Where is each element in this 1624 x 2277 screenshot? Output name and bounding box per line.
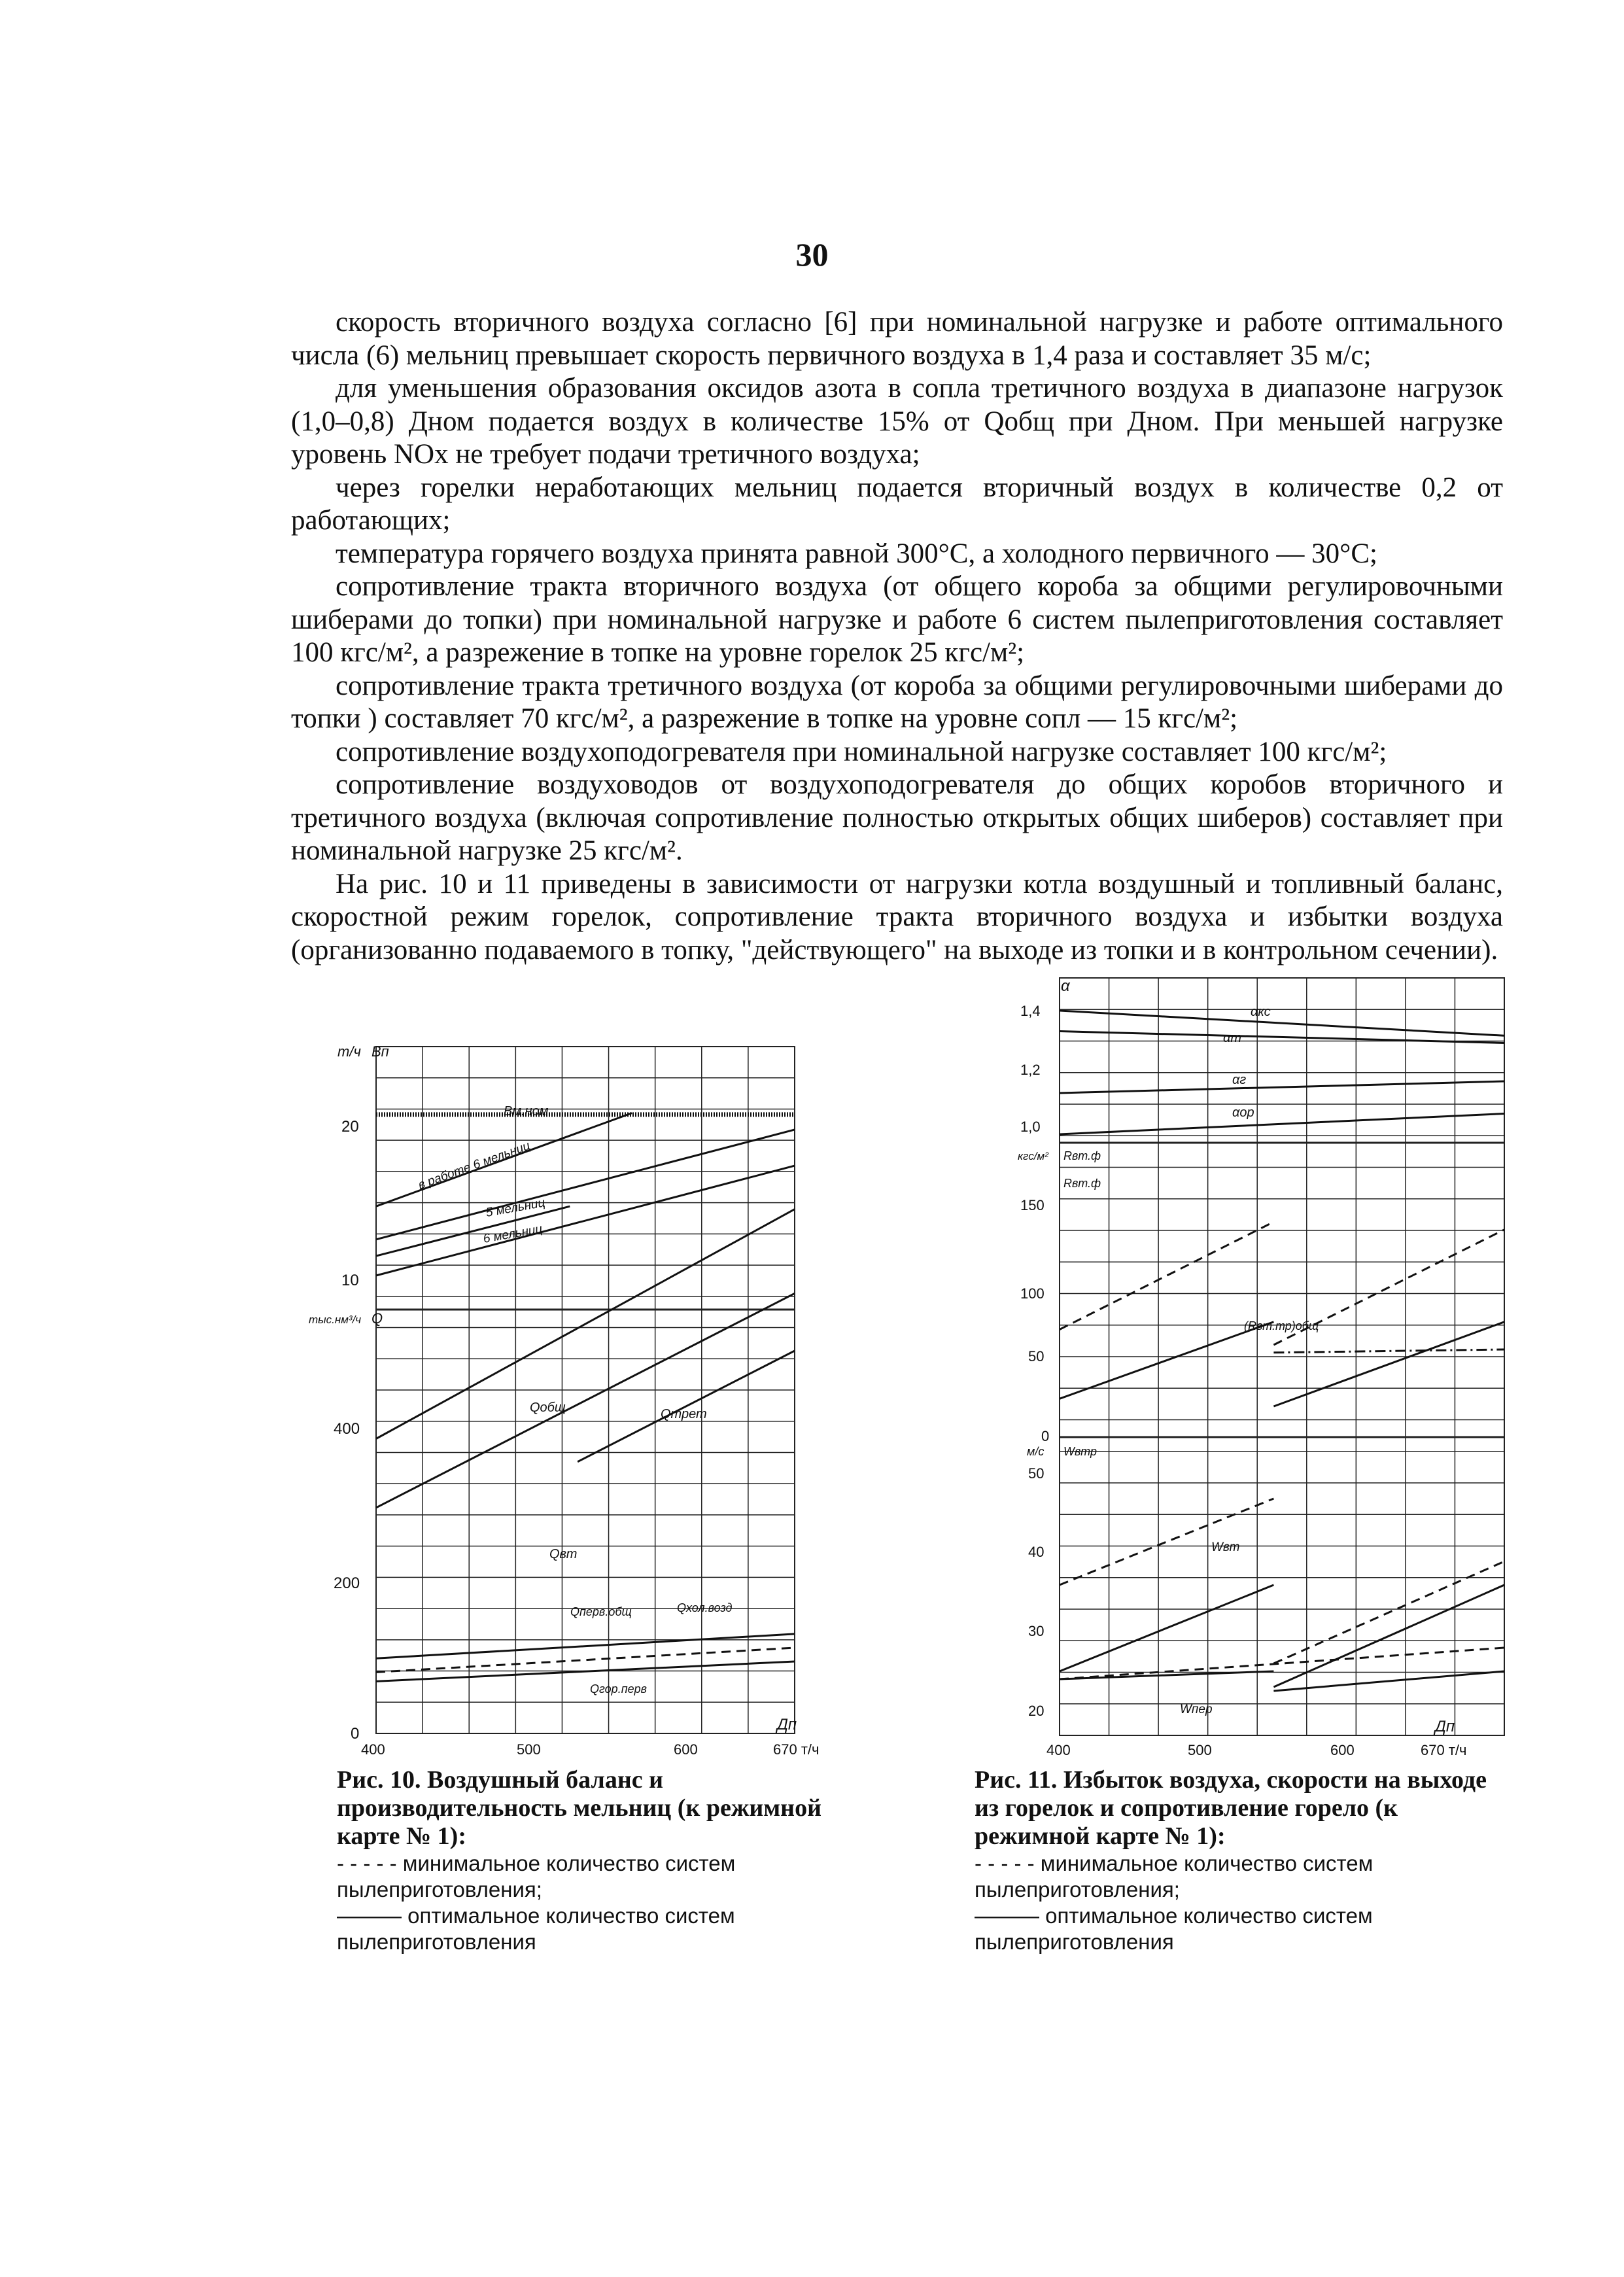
- fig10-label-bm-nom: Вм.ном: [504, 1104, 549, 1119]
- fig11-x-600: 600: [1330, 1742, 1355, 1758]
- fig10-label-q-cold: Qхол.возд: [677, 1601, 733, 1614]
- figure-10-caption: [337, 1766, 840, 1955]
- fig10-unit-top: т/ч: [337, 1043, 361, 1060]
- fig11-velocity-series-line: [1060, 1648, 1504, 1679]
- fig11-label-w-per: Wпер: [1180, 1703, 1213, 1716]
- fig11-symbol-alpha: α: [1061, 977, 1070, 995]
- fig11-velocity-series-line: [1060, 1499, 1273, 1585]
- fig10-tick-400: 400: [334, 1420, 360, 1438]
- fig10-label-q-perv-total: Qперв.общ: [570, 1605, 632, 1618]
- fig10-tick-200: 200: [334, 1574, 360, 1592]
- body-text: [291, 306, 1503, 967]
- fig11-resistance-series-line: [1060, 1322, 1273, 1399]
- fig11-tick-w50: 50: [1028, 1465, 1045, 1482]
- figure-11-chart: [1001, 971, 1537, 1763]
- fig11-tick-150: 150: [1020, 1197, 1045, 1213]
- fig10-label-6-mills-work: в работе 6 мельниц: [416, 1139, 532, 1192]
- fig11-resistance-series-line: [1273, 1349, 1504, 1353]
- figure-11-caption-title: Рис. 11. Избыток воздуха, скорости на выходе из горелок и сопротивление горело (к режимной карте № 1):: [975, 1766, 1487, 1850]
- fig10-lines: [376, 1113, 795, 1682]
- fig10-x-600: 600: [674, 1741, 698, 1758]
- fig11-tick-w30: 30: [1028, 1623, 1045, 1639]
- paragraph: сопротивление воздуховодов от воздухоподогревателя до общих коробов вторичного и третичного воздуха (включая сопротивление полностью открытых общих шиберов) составляет при номинальной нагрузке 25 кгс/м².: [291, 769, 1503, 866]
- fig10-symbol-bottom: Q: [371, 1310, 383, 1327]
- fig10-bottom-series-line: [578, 1351, 795, 1462]
- fig11-resistance-series-line: [1273, 1322, 1504, 1406]
- fig11-x-670: 670 т/ч: [1421, 1742, 1467, 1758]
- fig10-label-q-vt: Qвт: [549, 1547, 578, 1561]
- fig10-label-q-tert: Qтрет: [661, 1407, 707, 1421]
- fig11-label-r-total: (Rвт.тр)общ: [1244, 1319, 1319, 1332]
- fig11-symbol-w: Wвтр: [1063, 1445, 1097, 1458]
- fig11-tick-1-0: 1,0: [1020, 1119, 1041, 1135]
- paragraph: температура горячего воздуха принята равной 300°С, а холодного первичного — 30°С;: [336, 538, 1377, 569]
- paragraph: скорость вторичного воздуха согласно [6] при номинальной нагрузке и работе оптимального числа (6) мельниц превышает скорость первичного воздуха в 1,4 раза и составляет 35 м/с;: [291, 307, 1503, 371]
- fig11-x-400: 400: [1046, 1742, 1071, 1758]
- figure-10-caption-title: Рис. 10. Воздушный баланс и производительность мельниц (к режимной карте № 1):: [337, 1766, 821, 1850]
- fig11-velocity-series-line: [1273, 1671, 1504, 1691]
- page-number: 30: [795, 236, 829, 273]
- fig10-bottom-series-line: [376, 1634, 795, 1658]
- fig10-x-axis-label: Дп: [777, 1716, 797, 1733]
- figure-11-legend-solid: ——— оптимальное количество систем пылеприготовления: [975, 1903, 1373, 1954]
- fig10-label-q-total: Qобщ: [530, 1400, 566, 1415]
- fig11-symbol-r: Rвт.ф: [1063, 1149, 1101, 1162]
- fig11-lines: [1060, 1011, 1504, 1691]
- figure-10-chart: [307, 1027, 818, 1760]
- fig10-label-5-mills: 5 мельниц: [485, 1196, 546, 1220]
- paragraph: сопротивление тракта третичного воздуха (от короба за общими регулировочными шиберами до топки ) составляет 70 кгс/м², а разрежение в топке на уровне сопл — 15 кгс/м²;: [291, 670, 1503, 734]
- fig11-velocity-series-line: [1060, 1585, 1273, 1671]
- fig11-alpha-series-line: [1060, 1114, 1504, 1135]
- fig10-tick-20: 20: [341, 1118, 359, 1136]
- fig10-bottom-series-line: [376, 1209, 795, 1439]
- fig11-label-alpha-t: αт: [1223, 1031, 1242, 1045]
- fig11-velocity-series-line: [1273, 1585, 1504, 1687]
- fig10-x-670: 670 т/ч: [773, 1741, 820, 1758]
- fig10-unit-bottom: тыс.нм³/ч: [309, 1313, 362, 1326]
- paragraph: через горелки неработающих мельниц подается вторичный воздух в количестве 0,2 от работающих;: [291, 472, 1503, 536]
- fig11-tick-w40: 40: [1028, 1544, 1045, 1560]
- fig10-x-500: 500: [517, 1741, 541, 1758]
- fig11-legend-r: Rвт.ф: [1063, 1177, 1101, 1190]
- paragraph: сопротивление воздухоподогревателя при номинальной нагрузке составляет 100 кгс/м²;: [336, 736, 1387, 767]
- paragraph: сопротивление тракта вторичного воздуха (от общего короба за общими регулировочными шиберами до топки) при номинальной нагрузке и работе 6 систем пылеприготовления составляет 100 кгс/м², а разрежение в топке на уровне горелок 25 кгс/м²;: [291, 571, 1503, 668]
- fig11-tick-100: 100: [1020, 1285, 1045, 1302]
- fig11-tick-1-2: 1,2: [1020, 1062, 1041, 1078]
- fig11-unit-r: кгс/м²: [1018, 1150, 1048, 1162]
- fig11-unit-w: м/с: [1027, 1445, 1045, 1458]
- figure-10-legend-solid: ——— оптимальное количество систем пылеприготовления: [337, 1903, 735, 1954]
- fig11-tick-w20: 20: [1028, 1703, 1045, 1719]
- fig11-label-alpha-ks: αкс: [1251, 1005, 1271, 1019]
- fig10-symbol-top: Вп: [371, 1043, 389, 1060]
- fig11-alpha-series-line: [1060, 1011, 1504, 1035]
- fig11-tick-0: 0: [1041, 1428, 1050, 1444]
- fig10-label-6-mills: 6 мельниц: [482, 1222, 544, 1246]
- fig11-label-w-vt: Wвт: [1211, 1540, 1240, 1554]
- fig11-x-axis-label: Дп: [1435, 1718, 1455, 1735]
- fig10-label-q-hot-perv: Qгор.перв: [590, 1682, 648, 1695]
- fig10-tick-10: 10: [341, 1272, 359, 1289]
- fig11-label-alpha-or: αор: [1232, 1105, 1254, 1120]
- fig11-velocity-series-line: [1273, 1561, 1504, 1663]
- fig10-x-400: 400: [361, 1741, 385, 1758]
- fig10-grid: [376, 1047, 795, 1733]
- figure-11-caption: [975, 1766, 1498, 1955]
- fig11-tick-1-4: 1,4: [1020, 1003, 1041, 1019]
- fig10-bottom-series-line: [376, 1648, 795, 1672]
- fig11-tick-50: 50: [1028, 1348, 1045, 1364]
- fig11-alpha-series-line: [1060, 1081, 1504, 1093]
- fig11-x-500: 500: [1188, 1742, 1212, 1758]
- fig11-resistance-series-line: [1060, 1222, 1273, 1330]
- fig10-bottom-series-line: [376, 1293, 795, 1508]
- figure-10-legend-dashed: - - - - - минимальное количество систем пылеприготовления;: [337, 1851, 736, 1902]
- figure-11-legend-dashed: - - - - - минимальное количество систем пылеприготовления;: [975, 1851, 1373, 1902]
- paragraph: для уменьшения образования оксидов азота в сопла третичного воздуха в диапазоне нагрузок (1,0–0,8) Дном подается воздух в количестве 15% от Qобщ при Дном. При меньшей нагрузке уровень NOx не требует подачи третичного воздуха;: [291, 373, 1503, 470]
- fig11-label-alpha-g: αг: [1232, 1073, 1247, 1087]
- fig10-tick-0: 0: [351, 1725, 360, 1743]
- paragraph: На рис. 10 и 11 приведены в зависимости от нагрузки котла воздушный и топливный баланс, скоростной режим горелок, сопротивление тракта вторичного воздуха и избытки воздуха (организованно подаваемого в топку, "действующего" на выходе из топки и в контрольном сечении).: [291, 868, 1503, 965]
